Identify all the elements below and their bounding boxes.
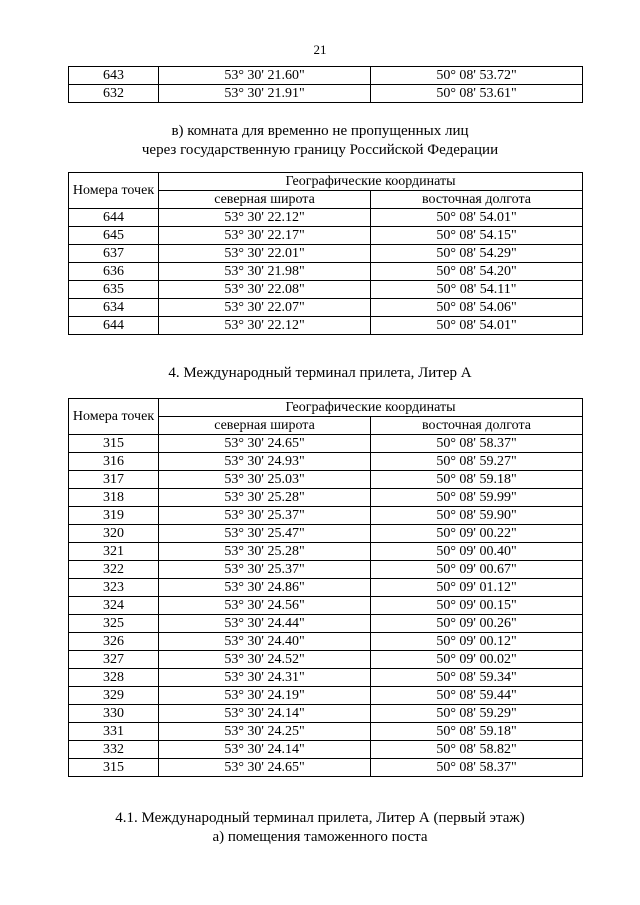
latitude-cell: 53° 30' 22.08": [159, 281, 371, 299]
col-header-lat: северная широта: [159, 417, 371, 435]
latitude-cell: 53° 30' 24.14": [159, 705, 371, 723]
table-row: [69, 615, 583, 633]
table-row: [69, 687, 583, 705]
longitude-cell: 50° 08' 59.34": [371, 669, 583, 687]
table-row: [69, 561, 583, 579]
latitude-cell: 53° 30' 25.37": [159, 561, 371, 579]
latitude-cell: 53° 30' 21.60": [159, 67, 371, 85]
latitude-cell: 53° 30' 24.65": [159, 435, 371, 453]
table-row: [69, 281, 583, 299]
latitude-cell: 53° 30' 22.01": [159, 245, 371, 263]
longitude-cell: 50° 09' 00.02": [371, 651, 583, 669]
point-number-cell: 637: [69, 245, 159, 263]
latitude-cell: 53° 30' 22.12": [159, 209, 371, 227]
point-number-cell: 330: [69, 705, 159, 723]
col-header-geo: Географические координаты: [159, 173, 583, 191]
latitude-cell: 53° 30' 24.65": [159, 759, 371, 777]
longitude-cell: 50° 08' 54.29": [371, 245, 583, 263]
latitude-cell: 53° 30' 24.14": [159, 741, 371, 759]
longitude-cell: 50° 09' 01.12": [371, 579, 583, 597]
point-number-cell: 322: [69, 561, 159, 579]
longitude-cell: 50° 09' 00.22": [371, 525, 583, 543]
table-row: [69, 633, 583, 651]
section-4-heading: 4. Международный терминал прилета, Литер А: [168, 365, 472, 381]
longitude-cell: 50° 08' 54.01": [371, 209, 583, 227]
longitude-cell: 50° 08' 54.06": [371, 299, 583, 317]
latitude-cell: 53° 30' 25.28": [159, 489, 371, 507]
longitude-cell: 50° 08' 59.27": [371, 453, 583, 471]
col-header-points: Номера точек: [69, 173, 159, 209]
point-number-cell: 636: [69, 263, 159, 281]
table-row: [69, 741, 583, 759]
point-number-cell: 326: [69, 633, 159, 651]
point-number-cell: 331: [69, 723, 159, 741]
latitude-cell: 53° 30' 24.44": [159, 615, 371, 633]
point-number-cell: 321: [69, 543, 159, 561]
col-header-lon: восточная долгота: [371, 417, 583, 435]
longitude-cell: 50° 08' 59.90": [371, 507, 583, 525]
col-header-lon: восточная долгота: [371, 191, 583, 209]
point-number-cell: 329: [69, 687, 159, 705]
latitude-cell: 53° 30' 25.03": [159, 471, 371, 489]
section-4-1-heading-line1: 4.1. Международный терминал прилета, Литер А (первый этаж): [115, 810, 525, 826]
point-number-cell: 317: [69, 471, 159, 489]
latitude-cell: 53° 30' 22.12": [159, 317, 371, 335]
table-row: [69, 471, 583, 489]
point-number-cell: 320: [69, 525, 159, 543]
latitude-cell: 53° 30' 24.93": [159, 453, 371, 471]
continuation-table-body: [69, 67, 583, 103]
col-header-lat: северная широта: [159, 191, 371, 209]
latitude-cell: 53° 30' 22.07": [159, 299, 371, 317]
longitude-cell: 50° 08' 59.99": [371, 489, 583, 507]
table-row: [69, 669, 583, 687]
latitude-cell: 53° 30' 21.91": [159, 85, 371, 103]
point-number-cell: 634: [69, 299, 159, 317]
section-b-heading-line1: в) комната для временно не пропущенных лиц: [171, 123, 469, 139]
col-header-points: Номера точек: [69, 399, 159, 435]
table-row: [69, 245, 583, 263]
longitude-cell: 50° 08' 59.18": [371, 723, 583, 741]
section-b-table: [68, 172, 583, 335]
table-row: [69, 453, 583, 471]
latitude-cell: 53° 30' 22.17": [159, 227, 371, 245]
point-number-cell: 315: [69, 435, 159, 453]
page-number: 21: [313, 42, 327, 57]
longitude-cell: 50° 09' 00.12": [371, 633, 583, 651]
longitude-cell: 50° 08' 54.11": [371, 281, 583, 299]
table-row: [69, 705, 583, 723]
longitude-cell: 50° 08' 54.20": [371, 263, 583, 281]
table-row: [69, 507, 583, 525]
point-number-cell: 332: [69, 741, 159, 759]
longitude-cell: 50° 08' 53.72": [371, 67, 583, 85]
table-row: [69, 597, 583, 615]
table-row: [69, 543, 583, 561]
table-row: [69, 209, 583, 227]
table-row: [69, 723, 583, 741]
point-number-cell: 318: [69, 489, 159, 507]
section-4-table: [68, 398, 583, 777]
table-row: [69, 263, 583, 281]
latitude-cell: 53° 30' 24.19": [159, 687, 371, 705]
table-row: [69, 651, 583, 669]
latitude-cell: 53° 30' 24.56": [159, 597, 371, 615]
section-b-table-body: [69, 209, 583, 335]
latitude-cell: 53° 30' 24.52": [159, 651, 371, 669]
latitude-cell: 53° 30' 25.47": [159, 525, 371, 543]
longitude-cell: 50° 09' 00.15": [371, 597, 583, 615]
latitude-cell: 53° 30' 24.40": [159, 633, 371, 651]
point-number-cell: 635: [69, 281, 159, 299]
latitude-cell: 53° 30' 21.98": [159, 263, 371, 281]
longitude-cell: 50° 08' 53.61": [371, 85, 583, 103]
longitude-cell: 50° 08' 58.82": [371, 741, 583, 759]
section-4-1-heading: [0, 809, 640, 847]
longitude-cell: 50° 08' 54.15": [371, 227, 583, 245]
col-header-geo: Географические координаты: [159, 399, 583, 417]
section-4-table-body: [69, 435, 583, 777]
latitude-cell: 53° 30' 25.28": [159, 543, 371, 561]
table-row: [69, 489, 583, 507]
point-number-cell: 328: [69, 669, 159, 687]
table-row: [69, 67, 583, 85]
longitude-cell: 50° 08' 59.29": [371, 705, 583, 723]
longitude-cell: 50° 09' 00.26": [371, 615, 583, 633]
point-number-cell: 644: [69, 317, 159, 335]
longitude-cell: 50° 08' 58.37": [371, 759, 583, 777]
point-number-cell: 643: [69, 67, 159, 85]
table-row: [69, 85, 583, 103]
point-number-cell: 315: [69, 759, 159, 777]
point-number-cell: 644: [69, 209, 159, 227]
table-row: [69, 435, 583, 453]
table-row: [69, 317, 583, 335]
latitude-cell: 53° 30' 24.31": [159, 669, 371, 687]
longitude-cell: 50° 08' 59.44": [371, 687, 583, 705]
point-number-cell: 632: [69, 85, 159, 103]
continuation-table: [68, 66, 583, 103]
longitude-cell: 50° 08' 58.37": [371, 435, 583, 453]
point-number-cell: 316: [69, 453, 159, 471]
section-b-heading: [0, 122, 640, 160]
table-row: [69, 579, 583, 597]
point-number-cell: 324: [69, 597, 159, 615]
point-number-cell: 325: [69, 615, 159, 633]
table-row: [69, 299, 583, 317]
table-row: [69, 759, 583, 777]
longitude-cell: 50° 08' 54.01": [371, 317, 583, 335]
longitude-cell: 50° 09' 00.40": [371, 543, 583, 561]
section-b-heading-line2: через государственную границу Российской Федерации: [141, 142, 499, 158]
point-number-cell: 323: [69, 579, 159, 597]
latitude-cell: 53° 30' 24.25": [159, 723, 371, 741]
point-number-cell: 645: [69, 227, 159, 245]
latitude-cell: 53° 30' 25.37": [159, 507, 371, 525]
table-row: [69, 525, 583, 543]
section-4-1-heading-line2: а) помещения таможенного поста: [212, 829, 428, 845]
table-row: [69, 227, 583, 245]
point-number-cell: 319: [69, 507, 159, 525]
latitude-cell: 53° 30' 24.86": [159, 579, 371, 597]
longitude-cell: 50° 09' 00.67": [371, 561, 583, 579]
longitude-cell: 50° 08' 59.18": [371, 471, 583, 489]
point-number-cell: 327: [69, 651, 159, 669]
